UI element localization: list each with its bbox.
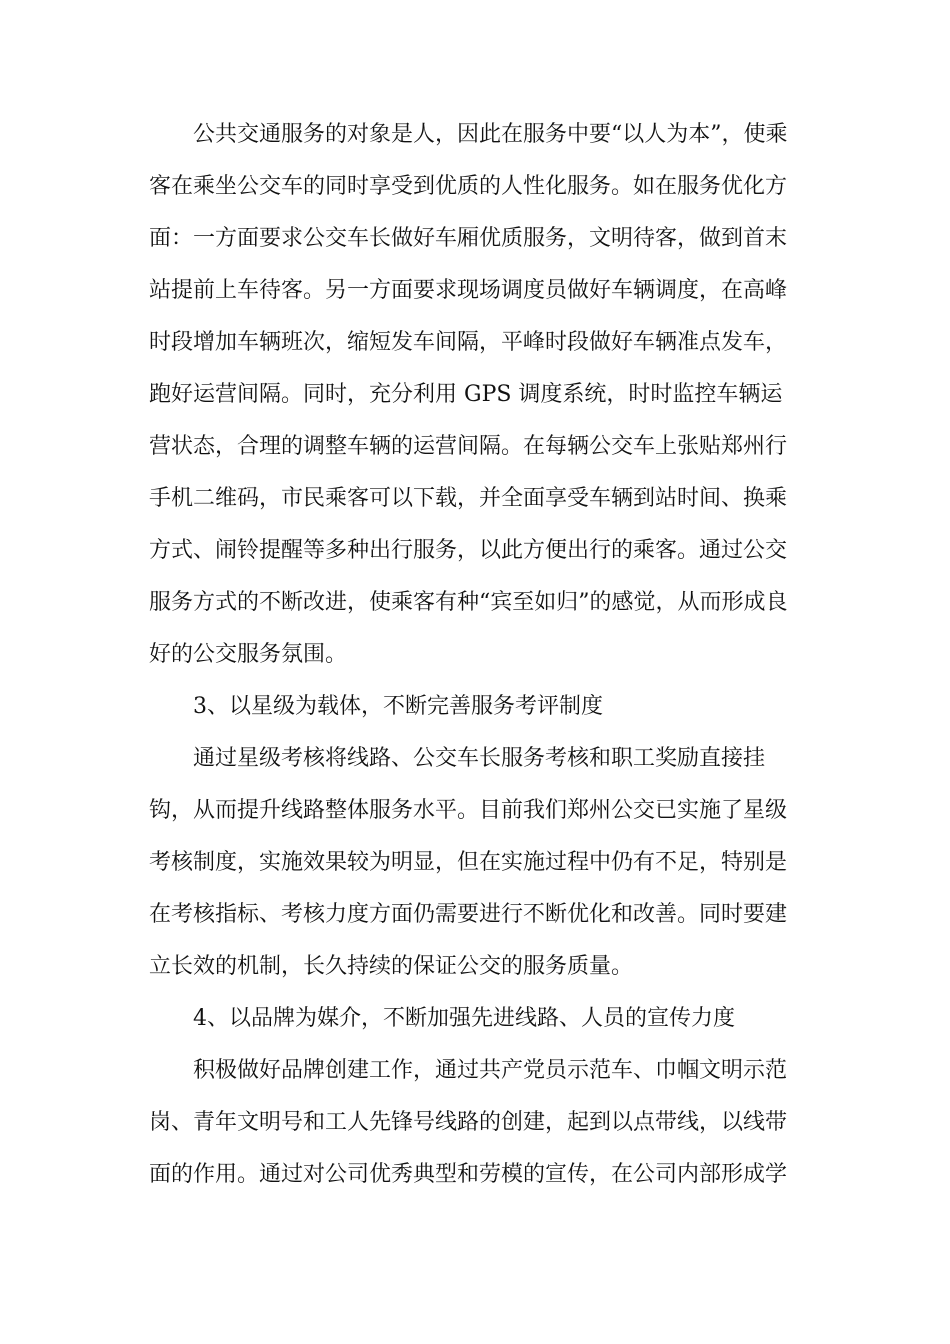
paragraph-line: 在考核指标、考核力度方面仍需要进行不断优化和改善。同时要建 bbox=[149, 902, 788, 927]
paragraph-line: 手机二维码，市民乘客可以下载，并全面享受车辆到站时间、换乘 bbox=[149, 486, 788, 511]
paragraph-line: 立长效的机制，长久持续的保证公交的服务质量。 bbox=[149, 954, 634, 979]
paragraph-line: 好的公交服务氛围。 bbox=[149, 642, 348, 667]
paragraph-line: 岗、青年文明号和工人先锋号线路的创建，起到以点带线，以线带 bbox=[149, 1110, 788, 1135]
paragraph-line: 时段增加车辆班次，缩短发车间隔，平峰时段做好车辆准点发车， bbox=[149, 330, 788, 355]
section-heading-4: 4、以品牌为媒介，不断加强先进线路、人员的宣传力度 bbox=[193, 1006, 735, 1031]
paragraph-line: 考核制度，实施效果较为明显，但在实施过程中仍有不足，特别是 bbox=[149, 850, 788, 875]
paragraph-line: 方式、闹铃提醒等多种出行服务，以此方便出行的乘客。通过公交 bbox=[149, 538, 788, 563]
paragraph-line: 客在乘坐公交车的同时享受到优质的人性化服务。如在服务优化方 bbox=[149, 174, 788, 199]
paragraph-line: 营状态，合理的调整车辆的运营间隔。在每辆公交车上张贴郑州行 bbox=[149, 434, 788, 459]
paragraph-line: 通过星级考核将线路、公交车长服务考核和职工奖励直接挂 bbox=[193, 746, 766, 771]
paragraph-line: 积极做好品牌创建工作，通过共产党员示范车、巾帼文明示范 bbox=[193, 1058, 788, 1083]
paragraph-line: 面的作用。通过对公司优秀典型和劳模的宣传，在公司内部形成学 bbox=[149, 1162, 788, 1187]
section-heading-3: 3、以星级为载体，不断完善服务考评制度 bbox=[193, 694, 603, 719]
paragraph-line: 站提前上车待客。另一方面要求现场调度员做好车辆调度，在高峰 bbox=[149, 278, 788, 303]
paragraph-line: 服务方式的不断改进，使乘客有种“宾至如归”的感觉，从而形成良 bbox=[149, 590, 788, 615]
paragraph-line: 公共交通服务的对象是人，因此在服务中要“以人为本”，使乘 bbox=[193, 122, 788, 147]
paragraph-line: 面：一方面要求公交车长做好车厢优质服务，文明待客，做到首末 bbox=[149, 226, 788, 251]
paragraph-line: 钩，从而提升线路整体服务水平。目前我们郑州公交已实施了星级 bbox=[149, 798, 788, 823]
paragraph-line: 跑好运营间隔。同时，充分利用 GPS 调度系统，时时监控车辆运 bbox=[149, 382, 783, 407]
